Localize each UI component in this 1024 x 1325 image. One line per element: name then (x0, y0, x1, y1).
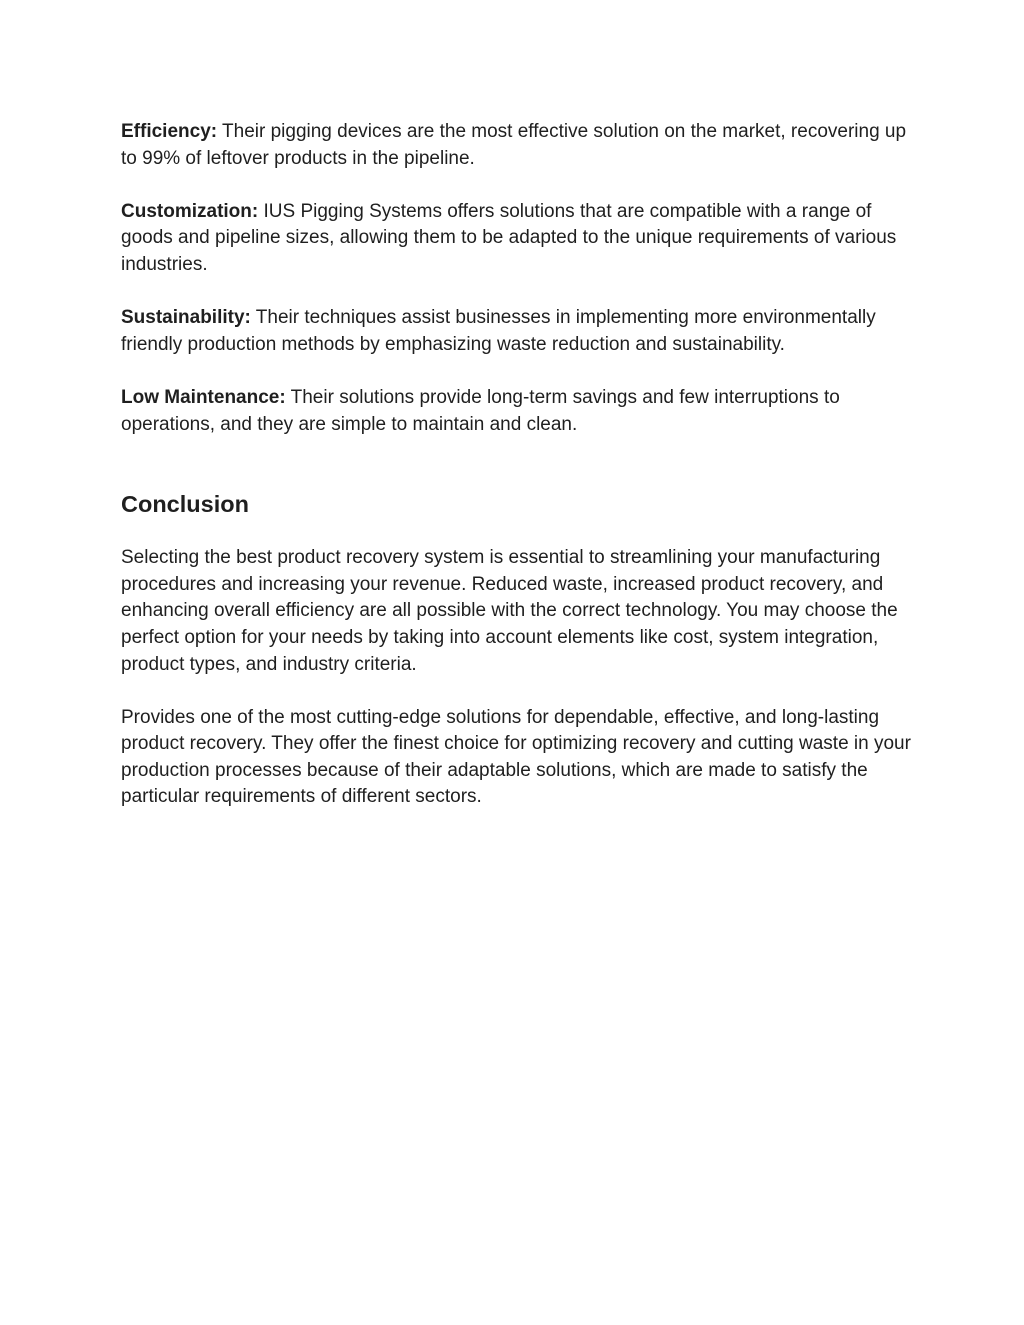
conclusion-paragraph: Selecting the best product recovery system is essential to streamlining your manufacturing procedures and increasing your revenue. Reduced waste, increased product recovery, and enhancing overall efficiency are all possible with the correct technology. You may choose the perfect option for your needs by taking into account elements like cost, system integration, product types, and industry criteria. (121, 547, 898, 675)
feature-term: Low Maintenance: (121, 386, 286, 408)
conclusion-heading: Conclusion (121, 491, 249, 518)
conclusion-paragraph: Provides one of the most cutting-edge solutions for dependable, effective, and long-lasting product recovery. They offer the finest choice for optimizing recovery and cutting waste in your production processes because of their adaptable solutions, which are made to satisfy the particular requirements of different sectors. (121, 706, 911, 808)
feature-sustainability (121, 305, 911, 358)
feature-customization (121, 199, 911, 279)
feature-low-maintenance (121, 385, 911, 438)
feature-term: Efficiency: (121, 121, 218, 142)
feature-description: IUS Pigging Systems offers solutions that are compatible with a range of goods and pipeline sizes, allowing them to be adapted to the unique requirements of various industries. (121, 200, 897, 275)
feature-term: Sustainability: (121, 307, 251, 329)
feature-description: Their solutions provide long-term savings and few interruptions to operations, and they are simple to maintain and clean. (121, 386, 840, 435)
feature-efficiency (121, 119, 911, 172)
feature-term: Customization: (121, 200, 259, 222)
feature-description: Their techniques assist businesses in implementing more environmentally friendly production methods by emphasizing waste reduction and sustainability. (121, 307, 876, 355)
feature-description: Their pigging devices are the most effective solution on the market, recovering up to 99% of leftover products in the pipeline. (121, 121, 907, 169)
document-body (121, 119, 911, 838)
